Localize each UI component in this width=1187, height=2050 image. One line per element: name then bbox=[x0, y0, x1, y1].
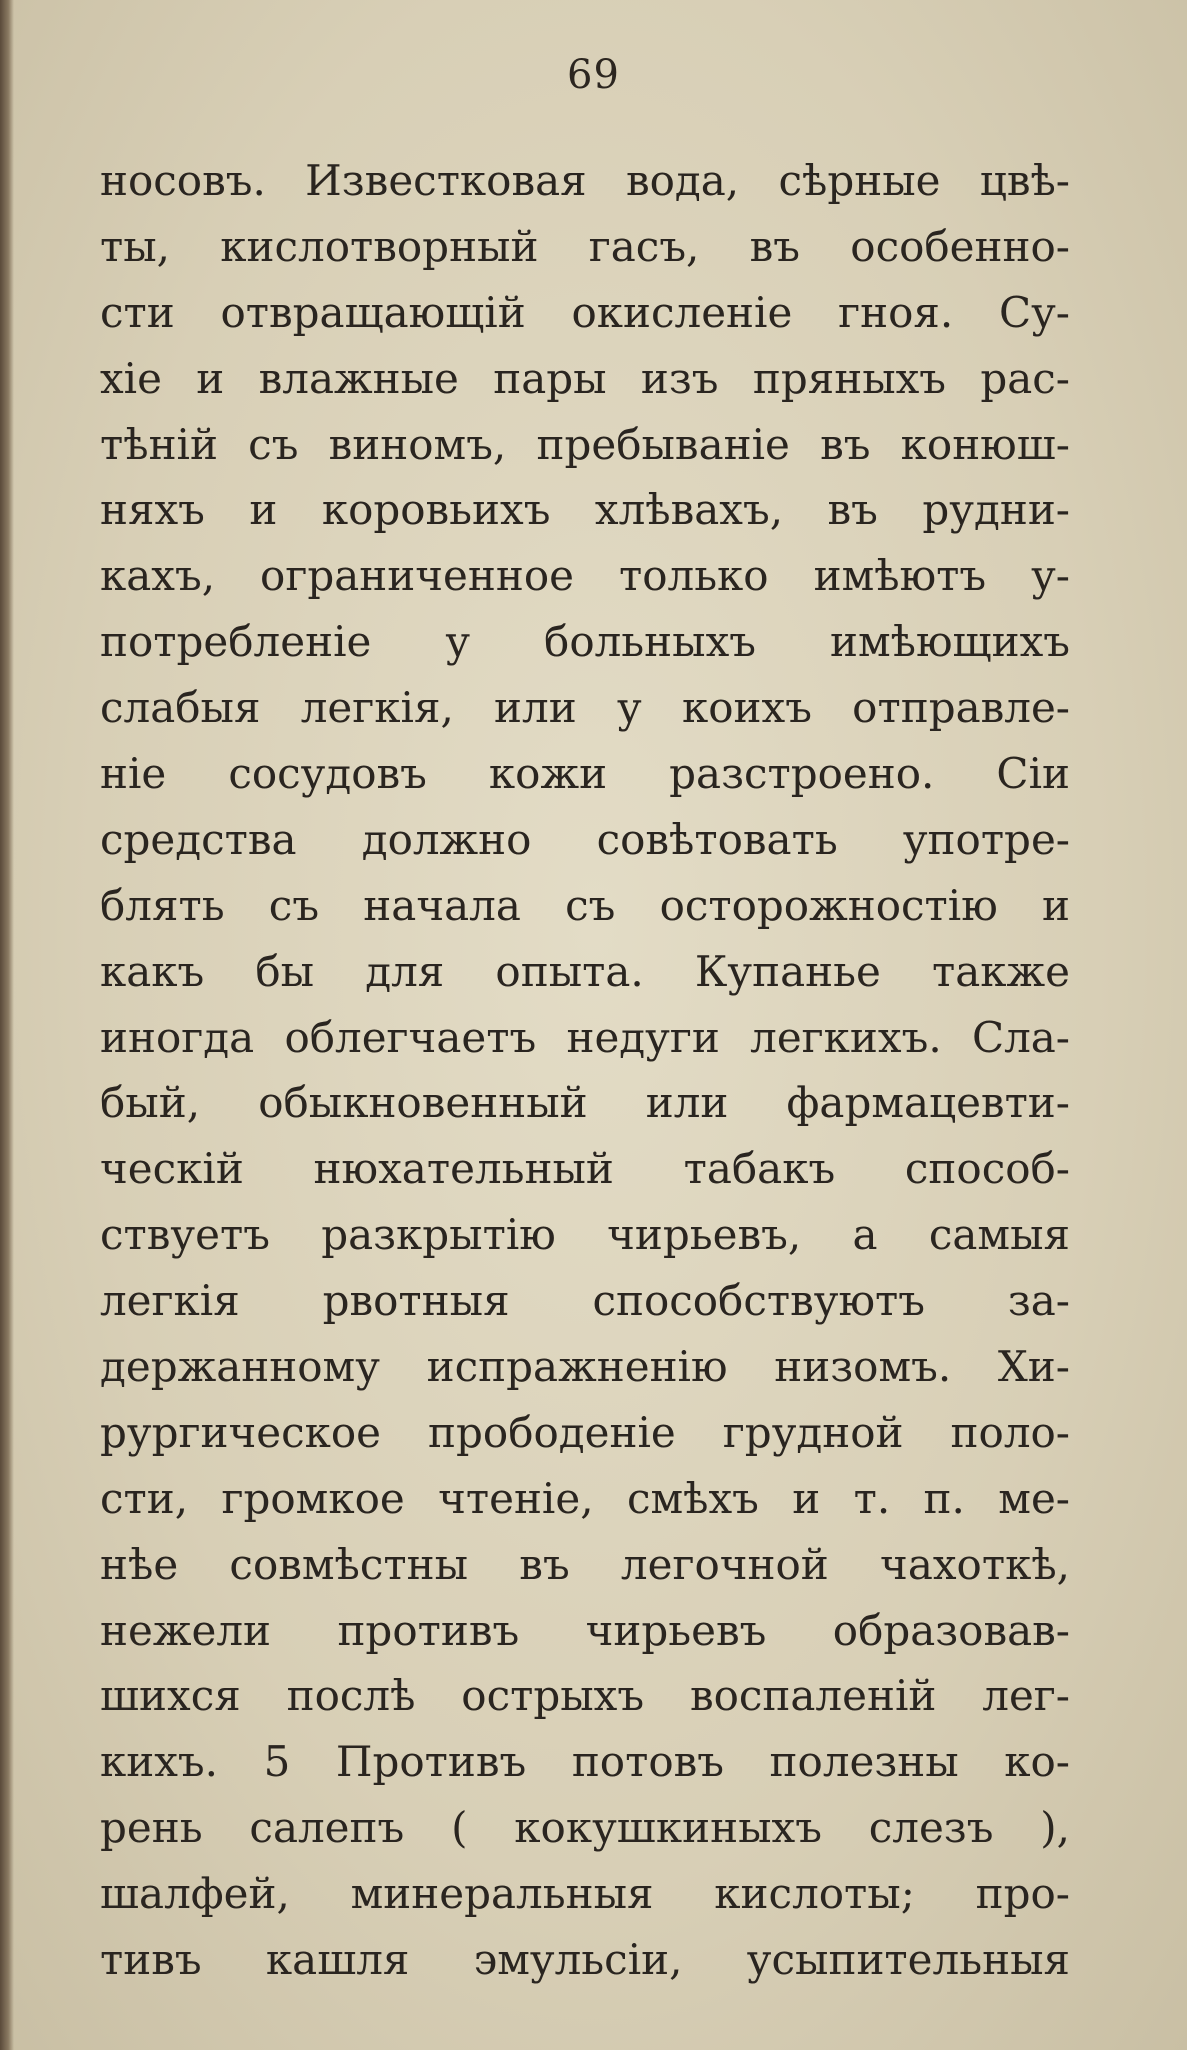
page-number: 69 bbox=[567, 52, 620, 98]
text-line: шалфей, минеральныя кислоты; про- bbox=[100, 1869, 1070, 1919]
text-line: рургическое прободеніе грудной поло- bbox=[100, 1407, 1070, 1457]
text-line: бый, обыкновенный или фармацевти- bbox=[100, 1078, 1070, 1128]
text-line: ніе сосудовъ кожи разстроено. Сіи bbox=[100, 749, 1070, 799]
text-line: какъ бы для опыта. Купанье также bbox=[100, 946, 1070, 996]
text-line: кахъ, ограниченное только имѣютъ у- bbox=[100, 551, 1070, 601]
text-line: слабыя легкія, или у коихъ отправле- bbox=[100, 683, 1070, 733]
text-line: сти, громкое чтеніе, смѣхъ и т. п. ме- bbox=[100, 1473, 1070, 1523]
text-line: шихся послѣ острыхъ воспаленій лег- bbox=[100, 1671, 1070, 1721]
text-line: потребленіе у больныхъ имѣющихъ bbox=[100, 617, 1070, 667]
text-line: рень салепъ ( кокушкиныхъ слезъ ), bbox=[100, 1803, 1070, 1853]
text-line: держанному испражненію низомъ. Хи- bbox=[100, 1342, 1070, 1392]
text-line: сти отвращающій окисленіе гноя. Су- bbox=[100, 287, 1070, 337]
text-line: хіе и влажные пары изъ пряныхъ рас- bbox=[100, 353, 1070, 403]
text-line: легкія рвотныя способствуютъ за- bbox=[100, 1276, 1070, 1326]
text-line: нежели противъ чирьевъ образовав- bbox=[100, 1605, 1070, 1655]
text-line: блять съ начала съ осторожностію и bbox=[100, 880, 1070, 930]
text-line: няхъ и коровьихъ хлѣвахъ, въ рудни- bbox=[100, 485, 1070, 535]
text-line: нѣе совмѣстны въ легочной чахоткѣ, bbox=[100, 1539, 1070, 1589]
text-line: ческій нюхательный табакъ способ- bbox=[100, 1144, 1070, 1194]
body-text bbox=[100, 148, 1070, 1993]
text-line: кихъ. 5 Противъ потовъ полезны ко- bbox=[100, 1737, 1070, 1787]
text-line: носовъ. Известковая вода, сѣрные цвѣ- bbox=[100, 156, 1070, 205]
text-line: тѣній съ виномъ, пребываніе въ конюш- bbox=[100, 419, 1070, 469]
text-line: ты, кислотворный гасъ, въ особенно- bbox=[100, 221, 1070, 271]
text-line: ствуетъ разкрытію чирьевъ, а самыя bbox=[100, 1210, 1070, 1260]
text-line: средства должно совѣтовать употре- bbox=[100, 814, 1070, 864]
text-line: иногда облегчаетъ недуги легкихъ. Сла- bbox=[100, 1012, 1070, 1062]
binding-edge bbox=[0, 0, 14, 2050]
text-line: тивъ кашля эмульсіи, усыпительныя bbox=[100, 1935, 1070, 1985]
